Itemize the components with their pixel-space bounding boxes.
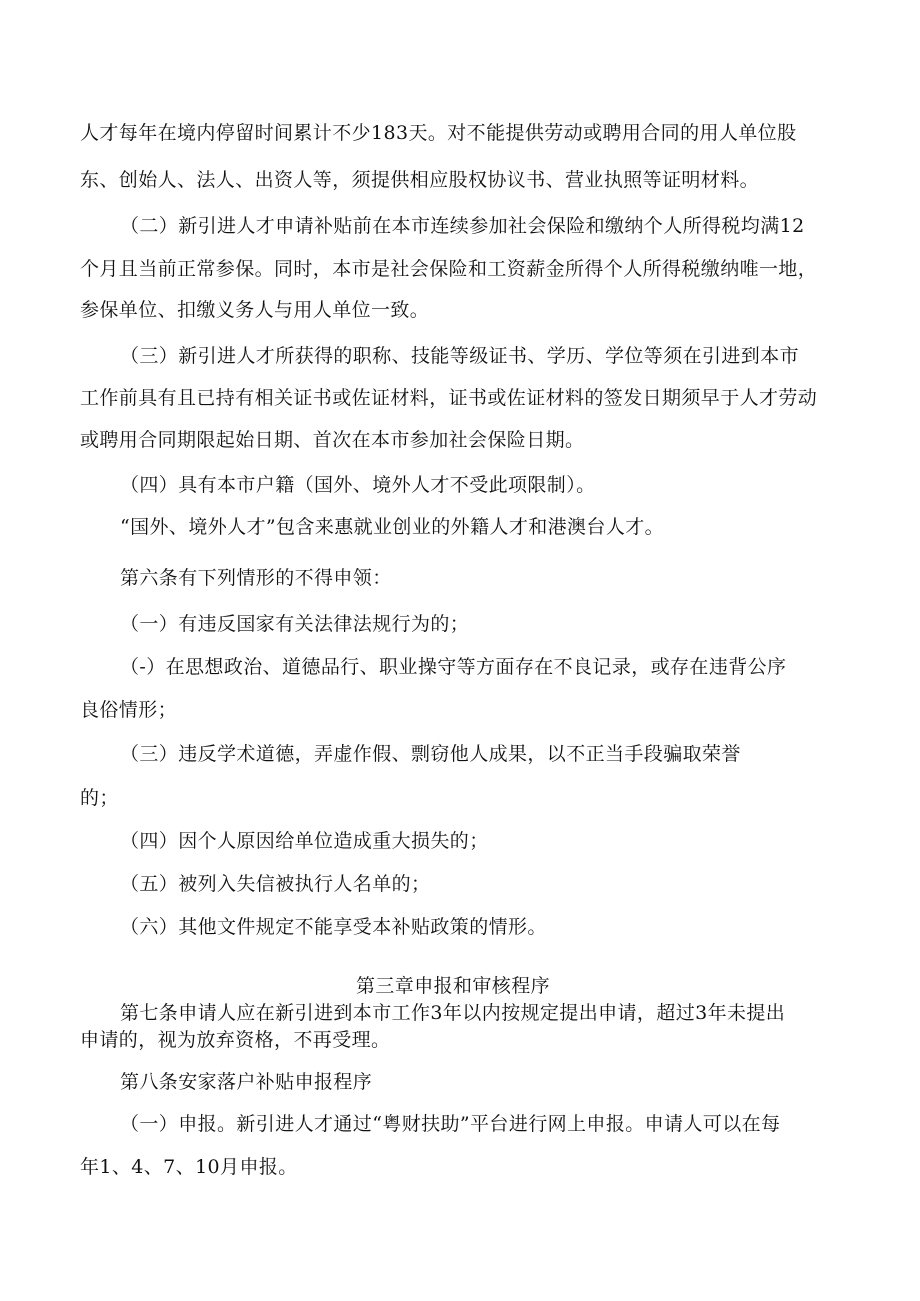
text-line: （四）因个人原因给单位造成重大损失的； bbox=[120, 830, 489, 852]
text-line: 第七条申请人应在新引进到本市工作3年以内按规定提出申请，超过3年未提出 bbox=[120, 1002, 786, 1024]
chapter-title: 第三章申报和审核程序 bbox=[356, 975, 551, 997]
text-line: 申请的，视为放弃资格，不再受理。 bbox=[80, 1029, 391, 1051]
text-line: 东、创始人、法人、出资人等，须提供相应股权协议书、营业执照等证明材料。 bbox=[80, 169, 760, 191]
text-line: “国外、境外人才”包含来惠就业创业的外籍人才和港澳台人才。 bbox=[120, 516, 665, 538]
text-line: （三）新引进人才所获得的职称、技能等级证书、学历、学位等须在引进到本市 bbox=[120, 345, 800, 367]
section-heading: 第八条安家落户补贴申报程序 bbox=[120, 1071, 373, 1093]
text-line: （五）被列入失信被执行人名单的； bbox=[120, 873, 431, 895]
section-heading: 第六条有下列情形的不得申领： bbox=[120, 567, 392, 589]
text-line: 个月且当前正常参保。同时，本市是社会保险和工资薪金所得个人所得税缴纳唯一地， bbox=[80, 258, 818, 280]
text-line: （二）新引进人才申请补贴前在本市连续参加社会保险和缴纳个人所得税均满12 bbox=[120, 215, 805, 237]
text-line: 参保单位、扣缴义务人与用人单位一致。 bbox=[80, 299, 430, 321]
text-line: 工作前具有且已持有相关证书或佐证材料，证书或佐证材料的签发日期须早于人才劳动 bbox=[80, 387, 818, 409]
text-line: （四）具有本市户籍（国外、境外人才不受此项限制）。 bbox=[120, 474, 596, 496]
text-line: （一）有违反国家有关法律法规行为的； bbox=[120, 613, 470, 635]
text-line: （-）在思想政治、道德品行、职业操守等方面存在不良记录，或存在违背公序 bbox=[120, 656, 787, 678]
text-line: （六）其他文件规定不能享受本补贴政策的情形。 bbox=[120, 916, 547, 938]
text-line: 年1、4、7、10月申报。 bbox=[80, 1156, 298, 1178]
text-line: 人才每年在境内停留时间累计不少183天。对不能提供劳动或聘用合同的用人单位股 bbox=[80, 122, 797, 144]
text-line: （一）申报。新引进人才通过“粤财扶助”平台进行网上申报。申请人可以在每 bbox=[120, 1113, 781, 1135]
text-line: 良俗情形； bbox=[80, 699, 178, 721]
text-line: 或聘用合同期限起始日期、首次在本市参加社会保险日期。 bbox=[80, 429, 585, 451]
text-line: （三）违反学术道德，弄虚作假、剽窃他人成果，以不正当手段骗取荣誉 bbox=[120, 743, 741, 765]
text-line: 的； bbox=[80, 787, 119, 809]
